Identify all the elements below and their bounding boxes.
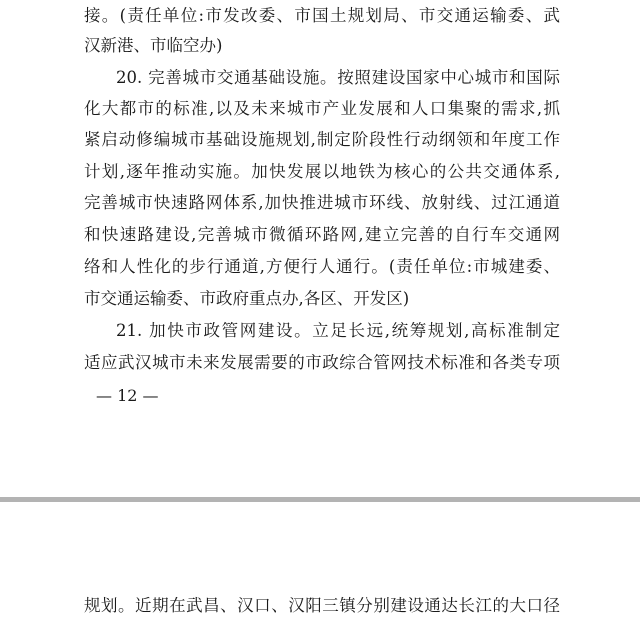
text-line: 完善城市快速路网体系,加快推进城市环线、放射线、过江通道 bbox=[84, 193, 560, 212]
text-line: 紧启动修编城市基础设施规划,制定阶段性行动纲领和年度工作 bbox=[84, 130, 560, 149]
section-21-heading-line: 21. 加快市政管网建设。立足长远,统筹规划,高标准制定 bbox=[116, 321, 560, 340]
text-line: 接。(责任单位:市发改委、市国土规划局、市交通运输委、武 bbox=[84, 6, 560, 25]
text-line: 汉新港、市临空办) bbox=[84, 36, 223, 55]
text-line: 和快速路建设,完善城市微循环路网,建立完善的自行车交通网 bbox=[84, 225, 560, 244]
text-line: 计划,逐年推动实施。加快发展以地铁为核心的公共交通体系, bbox=[84, 162, 560, 181]
text-line: 适应武汉城市未来发展需要的市政综合管网技术标准和各类专项 bbox=[84, 353, 560, 372]
text-line: 络和人性化的步行通道,方便行人通行。(责任单位:市城建委、 bbox=[84, 257, 560, 276]
text-line: 市交通运输委、市政府重点办,各区、开发区) bbox=[84, 289, 410, 308]
section-20-heading-line: 20. 完善城市交通基础设施。按照建设国家中心城市和国际 bbox=[116, 68, 560, 87]
page-number: — 12 — bbox=[96, 386, 159, 405]
document-page-13 bbox=[0, 502, 640, 622]
text-line: 规划。近期在武昌、汉口、汉阳三镇分别建设通达长江的大口径 bbox=[84, 596, 560, 615]
text-line: 化大都市的标准,以及未来城市产业发展和人口集聚的需求,抓 bbox=[84, 99, 560, 118]
